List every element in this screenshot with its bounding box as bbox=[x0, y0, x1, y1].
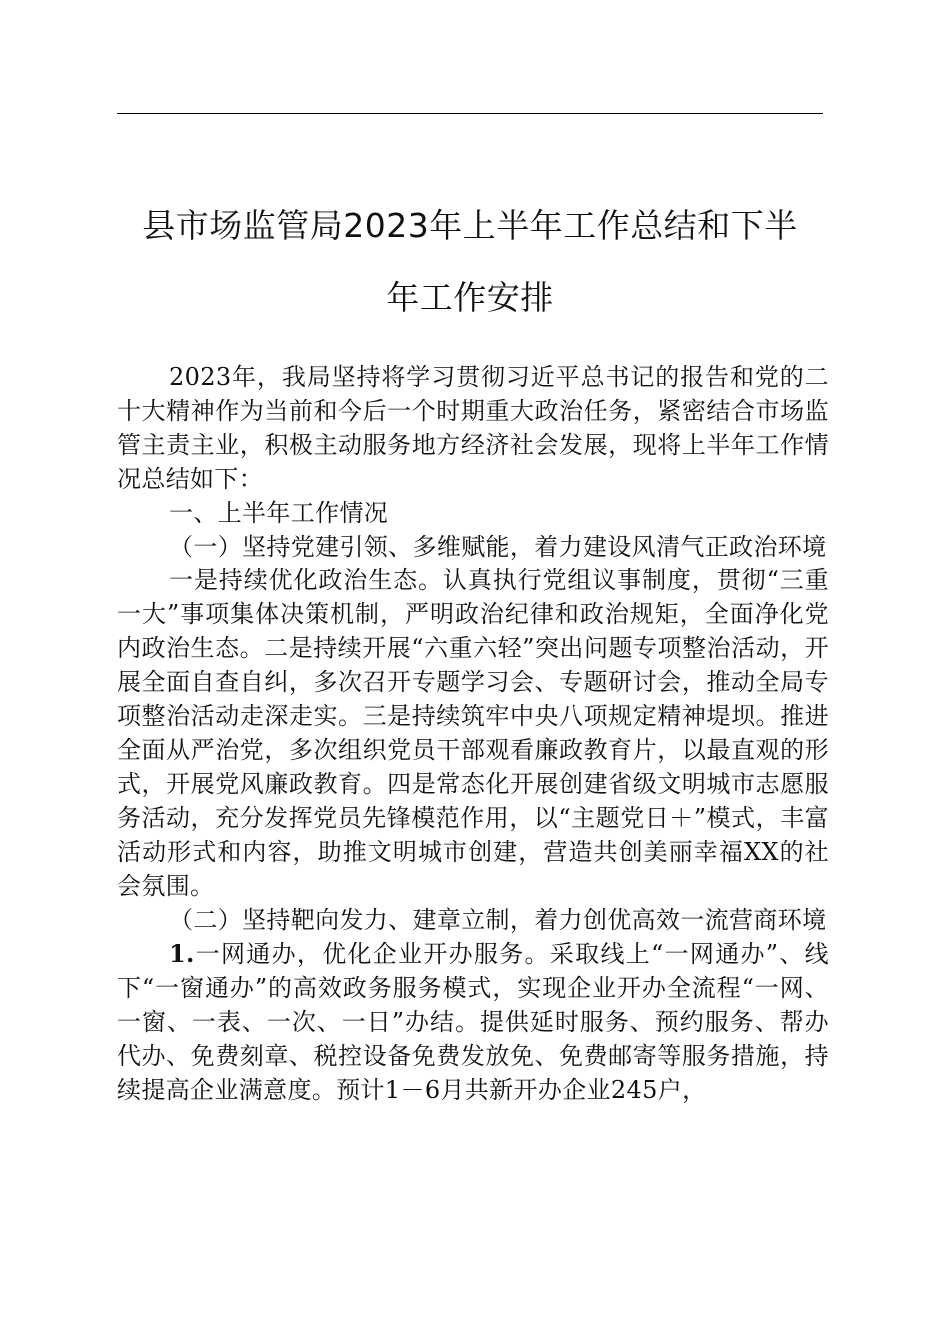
document-body bbox=[117, 361, 829, 1108]
title-line-2: 年工作安排 bbox=[386, 278, 554, 317]
item-1-number: 1. bbox=[169, 939, 195, 969]
subsection-heading-2: （二）坚持靶向发力、建章立制，着力创优高效一流营商环境 bbox=[169, 905, 827, 934]
subsection-heading-1: （一）坚持党建引领、多维赋能，着力建设风清气正政治环境 bbox=[169, 532, 827, 561]
section-heading-1: 一、上半年工作情况 bbox=[169, 498, 389, 527]
intro-paragraph: 2023年，我局坚持将学习贯彻习近平总书记的报告和党的二十大精神作为当前和今后一个时期重大政治任务，紧密结合市场监管主责主业，积极主动服务地方经济社会发展，现将上半年工作情况总结如下： bbox=[117, 363, 829, 493]
item-1-paragraph bbox=[117, 937, 829, 1108]
document-title bbox=[117, 190, 823, 334]
title-line-1: 县市场监管局2023年上半年工作总结和下半 bbox=[142, 206, 798, 245]
item-1-body: 一网通办，优化企业开办服务。采取线上“一网通办”、线下“一窗通办”的高效政务服务模式，实现企业开办全流程“一网、一窗、一表、一次、一日”办结。提供延时服务、预约服务、帮办代办、免费刻章、税控设备免费发放免、免费邮寄等服务措施，持续提高企业满意度。预计1－6月共新开办企业245户， bbox=[117, 940, 829, 1105]
header-rule bbox=[117, 113, 823, 114]
subsection-1-body: 一是持续优化政治生态。认真执行党组议事制度，贯彻“三重一大”事项集体决策机制，严明政治纪律和政治规矩，全面净化党内政治生态。二是持续开展“六重六轻”突出问题专项整治活动，开展全面自查自纠，多次召开专题学习会、专题研讨会，推动全局专项整治活动走深走实。三是持续筑牢中央八项规定精神堤坝。推进全面从严治党，多次组织党员干部观看廉政教育片，以最直观的形式，开展党风廉政教育。四是常态化开展创建省级文明城市志愿服务活动，充分发挥党员先锋模范作用，以“主题党日＋”模式，丰富活动形式和内容，助推文明城市创建，营造共创美丽幸福XX的社会氛围。 bbox=[117, 566, 829, 900]
